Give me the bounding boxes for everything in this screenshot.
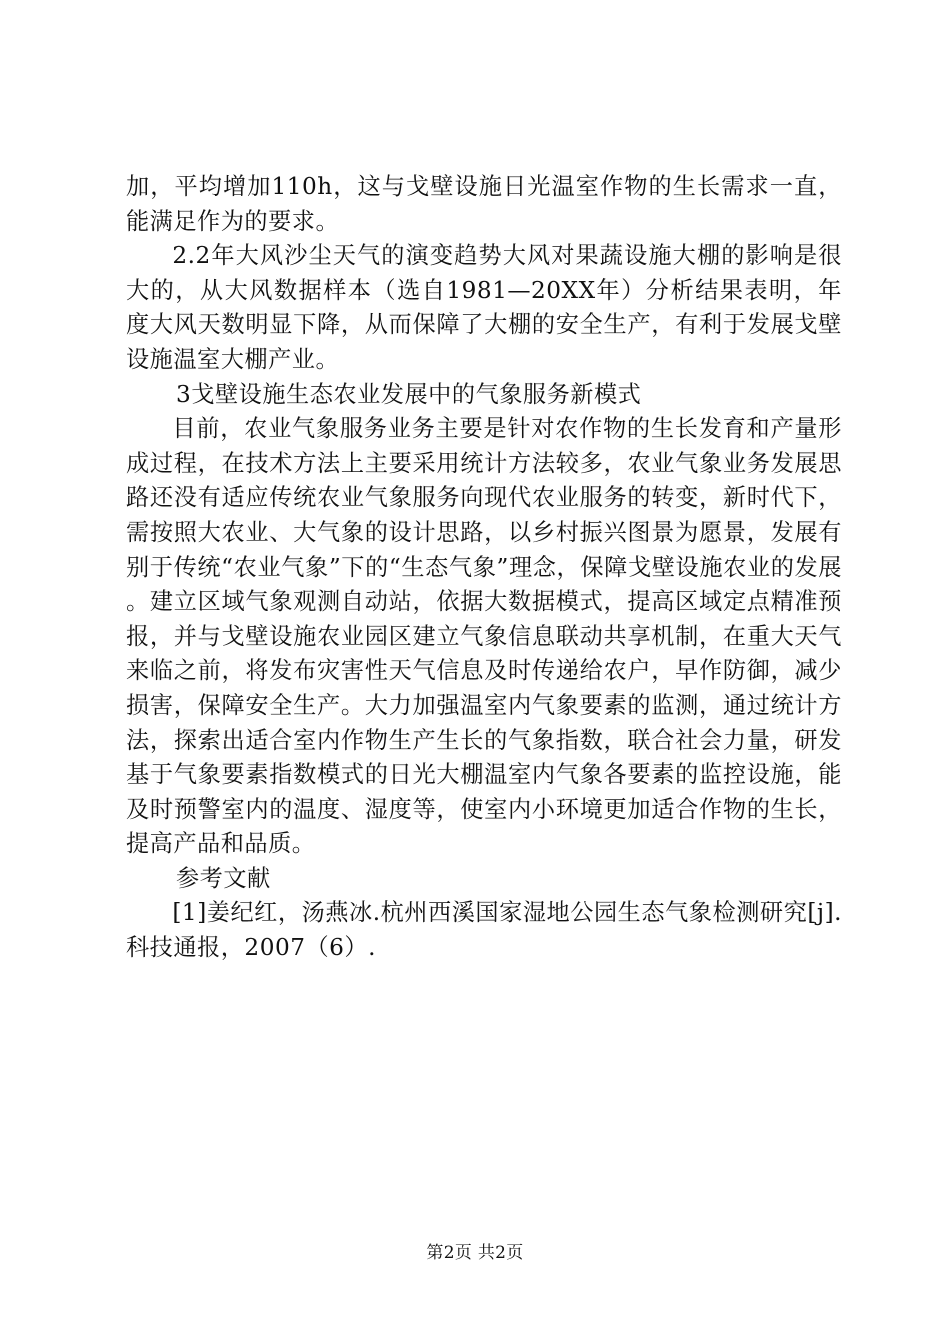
paragraph-continuation: 加，平均增加110h，这与戈壁设施日光温室作物的生长需求一直，能满足作为的要求。: [126, 173, 842, 235]
document-body: [126, 170, 842, 966]
paragraph-wind-dust-trend: 2.2年大风沙尘天气的演变趋势大风对果蔬设施大棚的影响是很大的，从大风数据样本（选自1981—20XX年）分析结果表明，年度大风天数明显下降，从而保障了大棚的安全生产，有利于发展戈壁设施温室大棚产业。: [126, 242, 842, 373]
page-footer: 第2页 共2页: [426, 1243, 524, 1263]
references-heading: 参考文献: [176, 864, 271, 892]
reference-item: [1]姜纪红，汤燕冰.杭州西溪国家湿地公园生态气象检测研究[j].科技通报，2007（6）.: [126, 899, 842, 962]
section-heading-weather-service: 3戈壁设施生态农业发展中的气象服务新模式: [176, 380, 642, 408]
paragraph-weather-service-model: 目前，农业气象服务业务主要是针对农作物的生长发育和产量形成过程，在技术方法上主要采用统计方法较多，农业气象业务发展思路还没有适应传统农业气象服务向现代农业服务的转变，新时代下，需按照大农业、大气象的设计思路，以乡村振兴图景为愿景，发展有别于传统“农业气象”下的“生态气象”理念，保障戈壁设施农业的发展。建立区域气象观测自动站，依据大数据模式，提高区域定点精准预报，并与戈壁设施农业园区建立气象信息联动共享机制，在重大天气来临之前，将发布灾害性天气信息及时传递给农户，早作防御，减少损害，保障安全生产。大力加强温室内气象要素的监测，通过统计方法，探索出适合室内作物生产生长的气象指数，联合社会力量，研发基于气象要素指数模式的日光大棚温室内气象各要素的监控设施，能及时预警室内的温度、湿度等，使室内小环境更加适合作物的生长，提高产品和品质。: [126, 415, 842, 858]
